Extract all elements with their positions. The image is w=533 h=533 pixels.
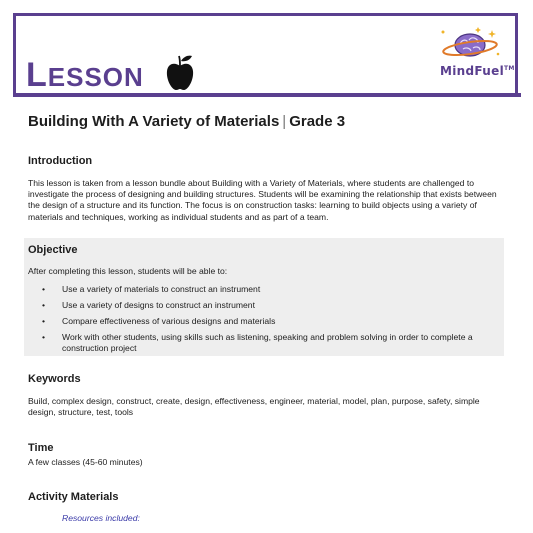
list-item — [40, 284, 506, 295]
bullet-icon: • — [42, 284, 46, 294]
mindfuel-wordmark-text: MindFuel — [440, 64, 504, 78]
objective-list — [40, 284, 506, 359]
lesson-label-initial: L — [26, 56, 48, 94]
brain-planet-icon — [434, 24, 514, 66]
introduction-text: This lesson is taken from a lesson bundle about Building with a Variety of Materials, where students are challenged to investigate the process of designing and building structures. Students will be examining the relationship that exists between the design of a structure and its function. The focus is on construction tasks: learning to build objects using a variety of materials and techniques, working as individual students and as part of a team. — [28, 178, 497, 222]
keywords-text: Build, complex design, construct, create, design, effectiveness, engineer, material, model, plan, purpose, safety, simple design, structure, test, tools — [28, 396, 480, 418]
list-item — [40, 316, 506, 327]
objective-item-text: Use a variety of designs to construct an instrument — [62, 300, 255, 310]
lesson-title: Building With A Variety of Materials — [28, 113, 280, 130]
objective-item-text: Work with other students, using skills such as listening, speaking and problem solving in order to complete a construction project — [62, 332, 473, 353]
trademark-mark: TM — [503, 65, 515, 72]
bullet-icon: • — [42, 332, 46, 342]
activity-materials-heading: Activity Materials — [28, 491, 119, 503]
time-text: A few classes (45-60 minutes) — [28, 457, 143, 467]
bullet-icon: • — [42, 316, 46, 326]
mindfuel-logo — [434, 24, 514, 80]
objective-item-text: Use a variety of materials to construct an instrument — [62, 284, 261, 294]
introduction-heading: Introduction — [28, 155, 93, 167]
time-heading: Time — [28, 442, 54, 454]
list-item — [40, 332, 506, 354]
objective-item-text: Compare effectiveness of various designs and materials — [62, 316, 276, 326]
lesson-label — [26, 58, 144, 92]
keywords-heading: Keywords — [28, 373, 81, 385]
title-separator: | — [282, 113, 287, 130]
objective-heading: Objective — [28, 244, 78, 256]
page-title — [28, 113, 345, 130]
mindfuel-wordmark — [440, 64, 515, 78]
lesson-banner-rule — [13, 93, 521, 97]
resources-included-label: Resources included: — [62, 513, 140, 523]
grade-label: Grade 3 — [289, 113, 346, 130]
bullet-icon: • — [42, 300, 46, 310]
apple-icon — [165, 53, 195, 93]
list-item — [40, 300, 506, 311]
lesson-label-rest: ESSON — [47, 62, 144, 92]
objective-lead: After completing this lesson, students will be able to: — [28, 266, 228, 276]
